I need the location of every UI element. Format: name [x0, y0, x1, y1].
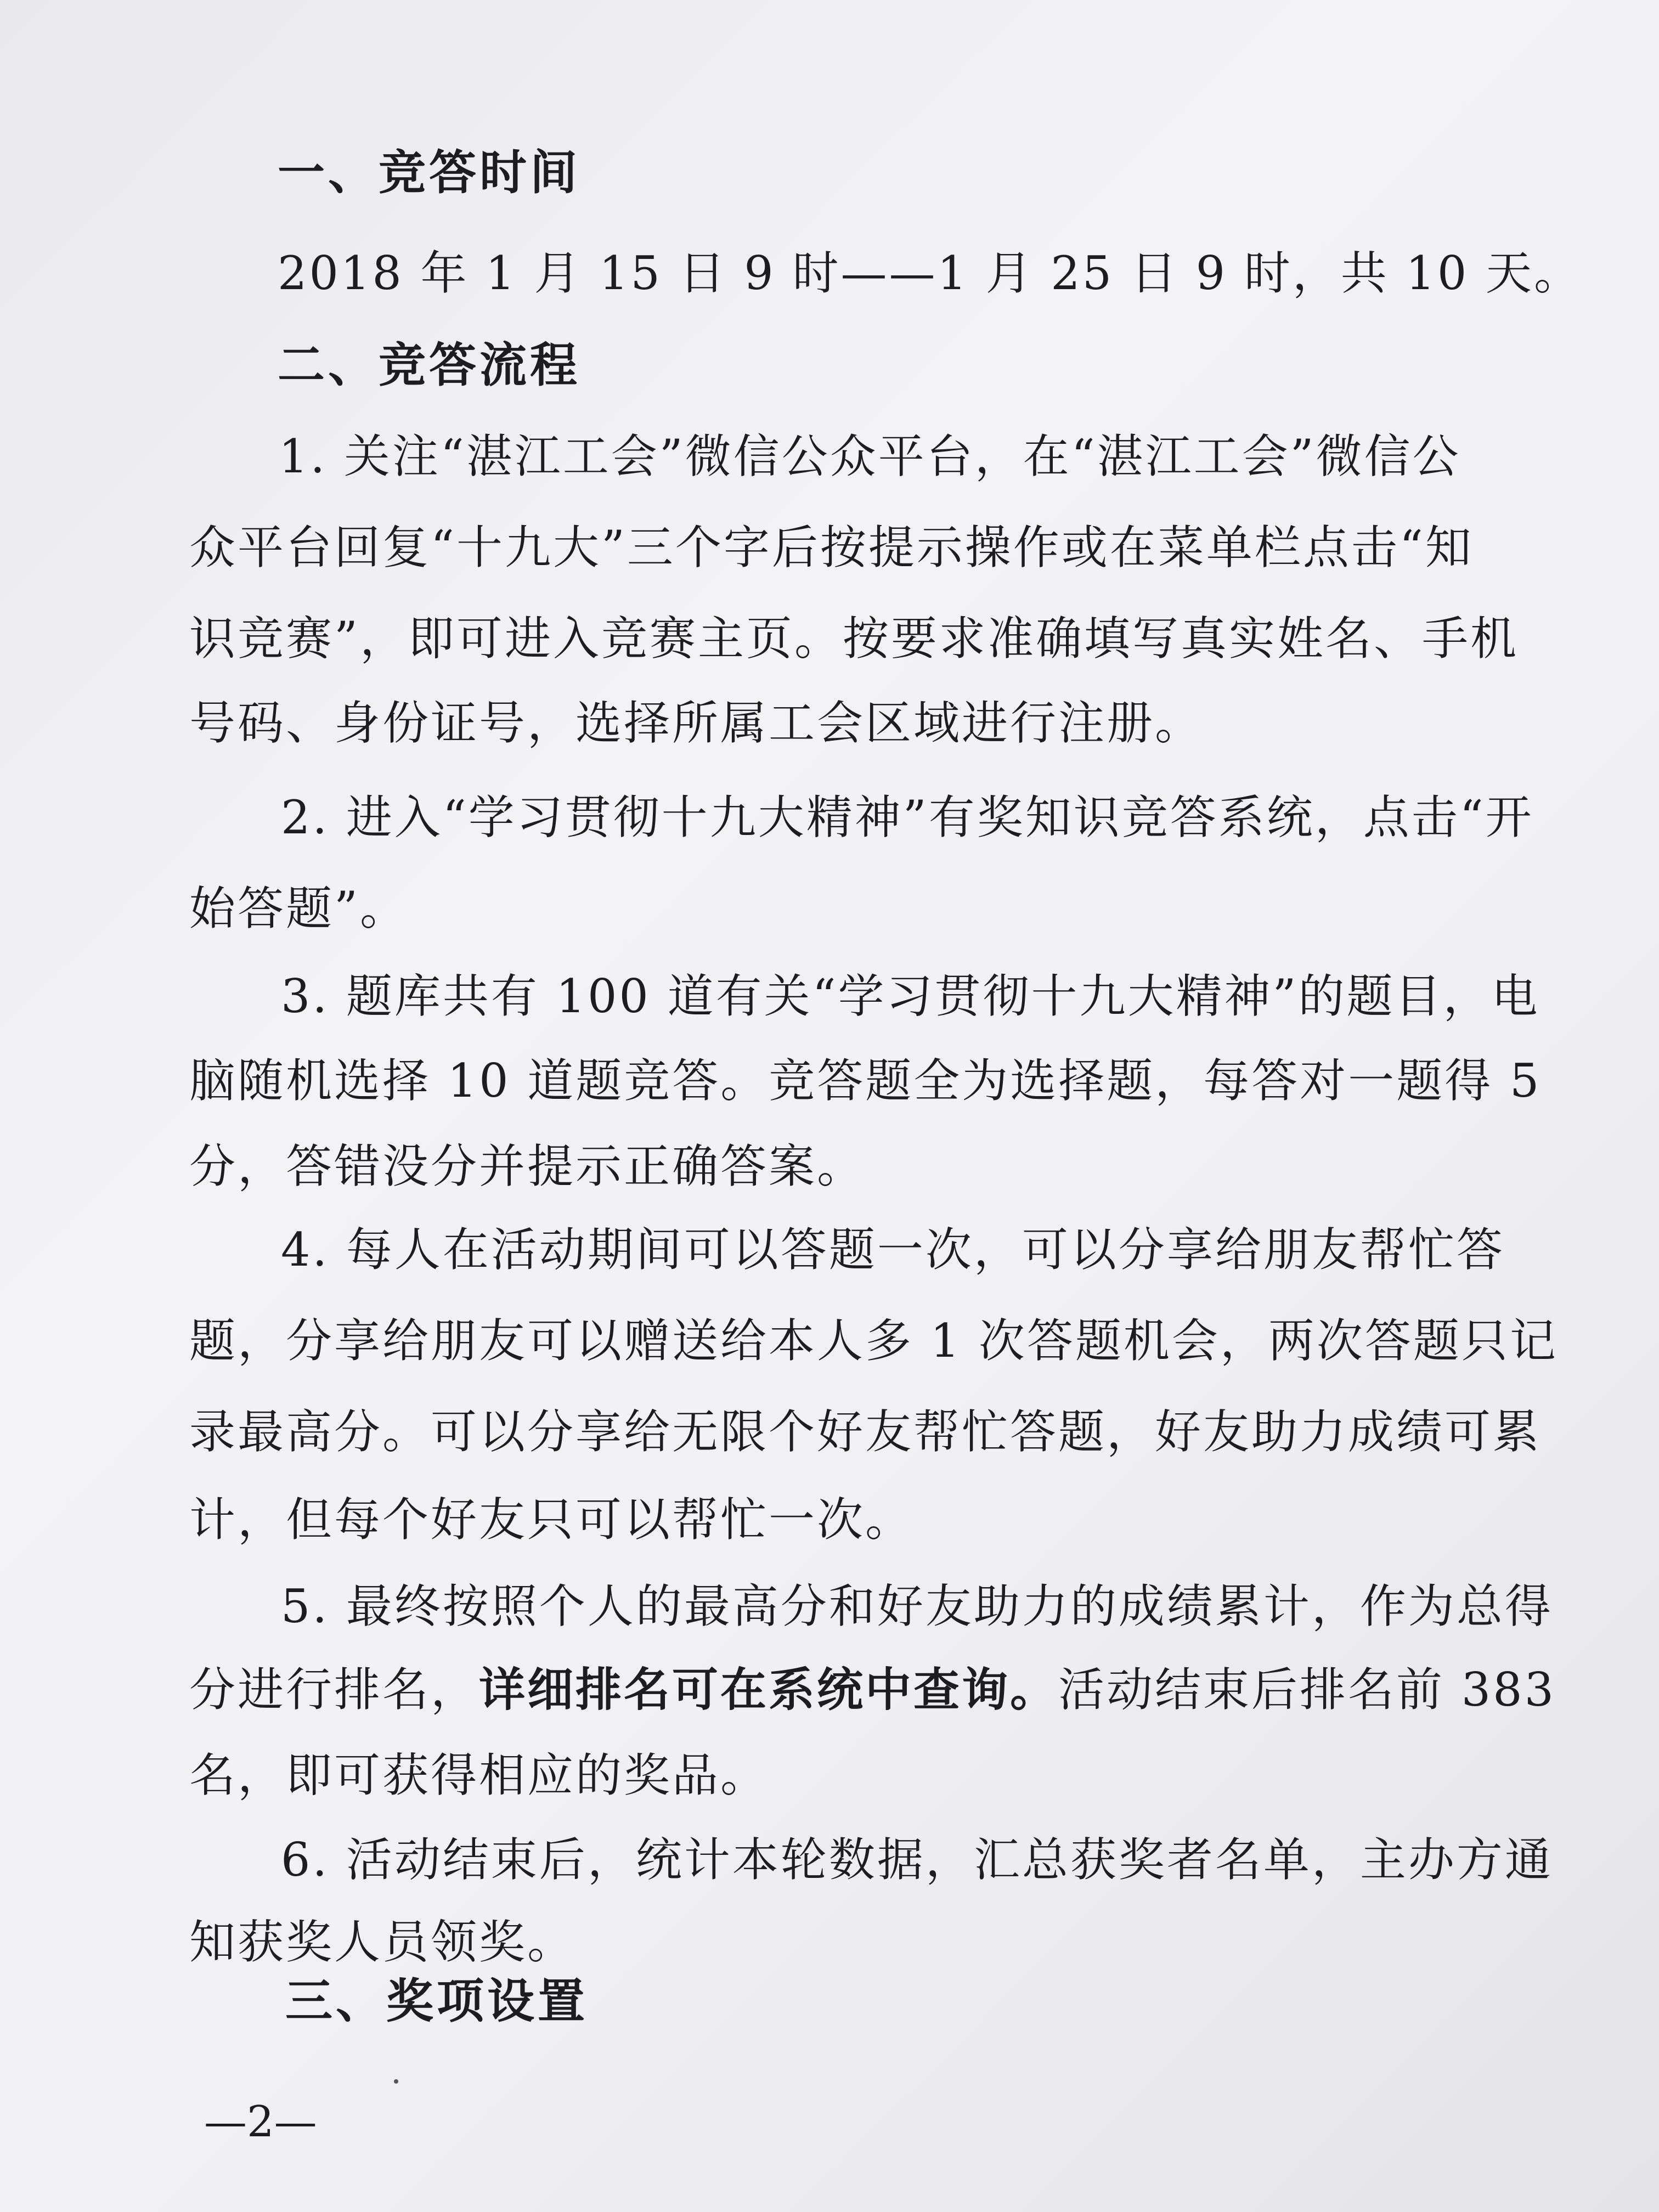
- paper-speck: [394, 2079, 398, 2084]
- section-heading-awards: 三、奖项设置: [285, 1974, 588, 2029]
- item-4-line-2: 题，分享给朋友可以赠送给本人多 1 次答题机会，两次答题只记: [189, 1314, 1558, 1368]
- item-4-line-4: 计，但每个好友只可以帮忙一次。: [189, 1493, 914, 1547]
- item-5-line-1: 5. 最终按照个人的最高分和好友助力的成绩累计，作为总得: [281, 1579, 1553, 1633]
- item-2-line-2: 始答题”。: [189, 882, 408, 935]
- item-6-line-2: 知获奖人员领奖。: [189, 1915, 576, 1969]
- item-1-line-1: 1. 关注“湛江工会”微信公众平台，在“湛江工会”微信公: [279, 430, 1461, 483]
- item-4-line-1: 4. 每人在活动期间可以答题一次，可以分享给朋友帮忙答: [281, 1223, 1505, 1277]
- item-2-line-1: 2. 进入“学习贯彻十九大精神”有奖知识竞答系统，点击“开: [281, 791, 1534, 844]
- time-text: 2018 年 1 月 15 日 9 时——1 月 25 日 9 时，共 10 天。: [278, 246, 1583, 300]
- item-5-bold-text: 详细排名可在系统中查询。: [479, 1663, 1059, 1717]
- item-3-line-1: 3. 题库共有 100 道有关“学习贯彻十九大精神”的题目，电: [281, 969, 1540, 1023]
- item-5-line-3: 名，即可获得相应的奖品。: [189, 1748, 769, 1802]
- item-1-line-3: 识竞赛”，即可进入竞赛主页。按要求准确填写真实姓名、手机: [189, 612, 1519, 665]
- item-5-line-2-start: 分进行排名，: [189, 1663, 479, 1717]
- section-heading-time: 一、竞答时间: [278, 145, 580, 200]
- section-heading-process: 二、竞答流程: [278, 338, 580, 393]
- item-1-line-2: 众平台回复“十九大”三个字后按提示操作或在菜单栏点击“知: [189, 521, 1474, 574]
- item-3-line-2: 脑随机选择 10 道题竞答。竞答题全为选择题，每答对一题得 5: [189, 1054, 1542, 1108]
- item-5-line-2: [189, 1662, 1556, 1717]
- item-3-line-3: 分，答错没分并提示正确答案。: [189, 1139, 866, 1193]
- item-4-line-3: 录最高分。可以分享给无限个好友帮忙答题，好友助力成绩可累: [189, 1405, 1542, 1459]
- item-6-line-1: 6. 活动结束后，统计本轮数据，汇总获奖者名单，主办方通: [281, 1833, 1553, 1887]
- item-5-line-2-end: 活动结束后排名前 383: [1058, 1663, 1556, 1717]
- page-number: —2—: [204, 2097, 317, 2147]
- item-1-line-4: 号码、身份证号，选择所属工会区域进行注册。: [189, 696, 1204, 750]
